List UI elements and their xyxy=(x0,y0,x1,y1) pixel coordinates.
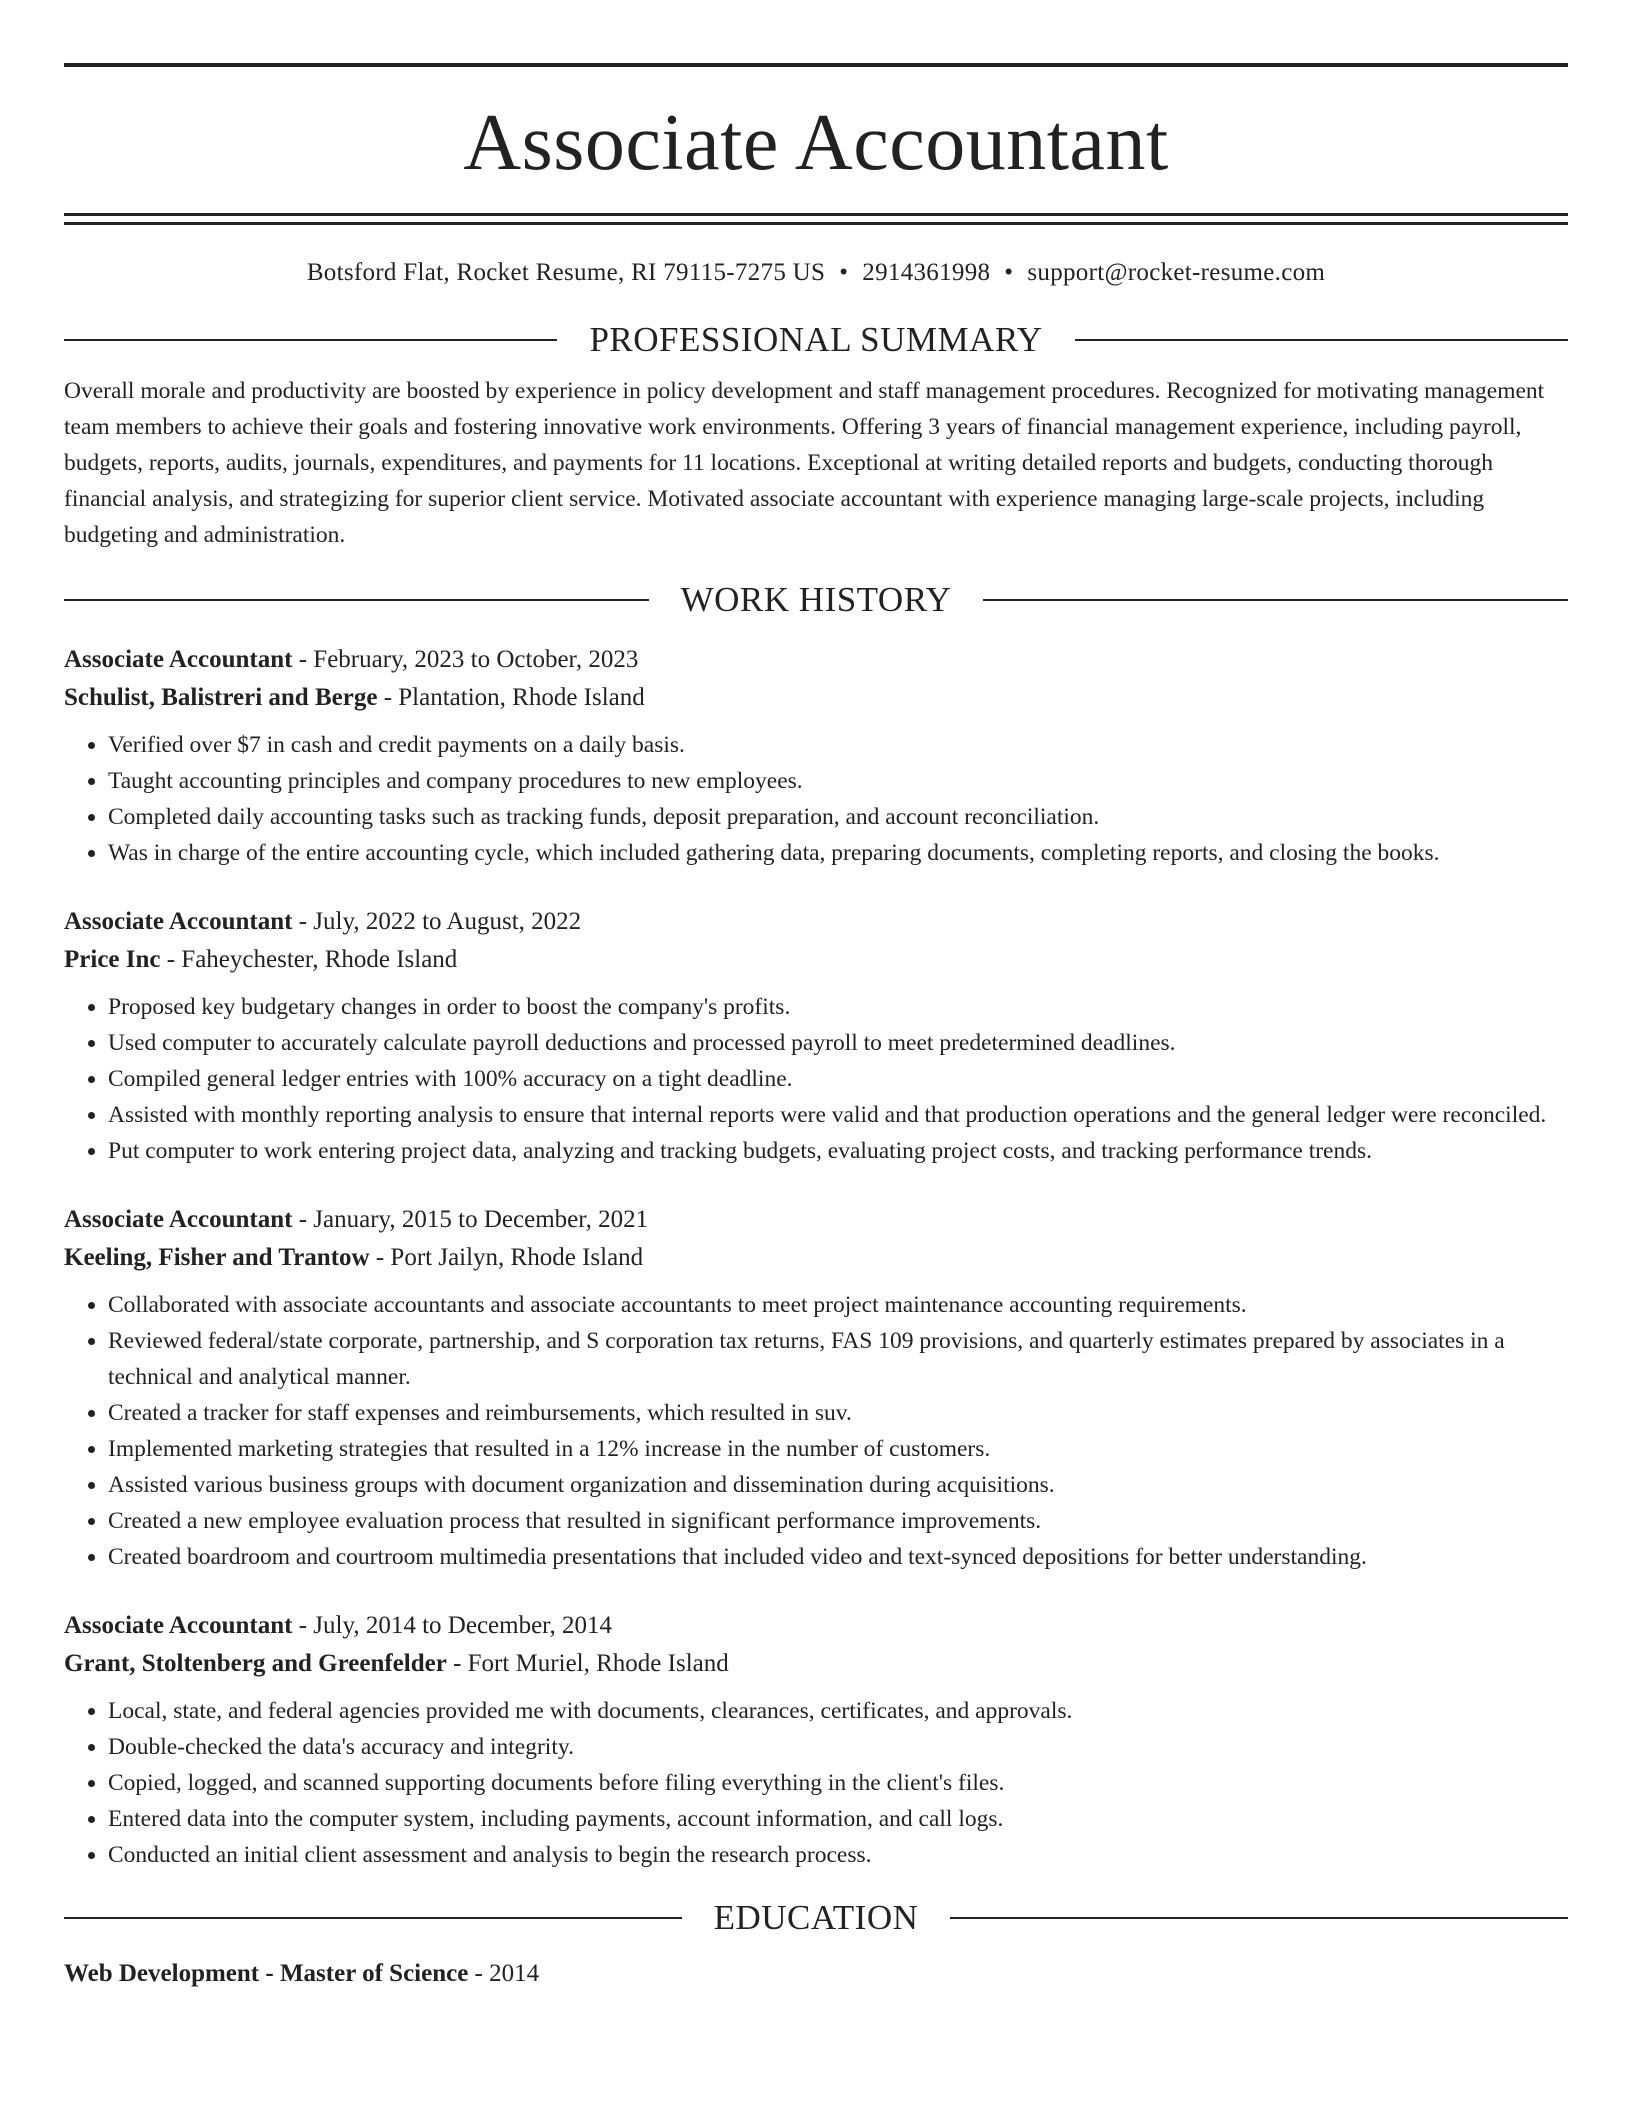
job-bullet: • Reviewed federal/state corporate, partnership, and S corporation tax returns, FAS 109 provisions, and quarterly estimates prepared by associates in a technical and analytical manner. xyxy=(108,1323,1568,1395)
education-year: - 2014 xyxy=(468,1960,540,1987)
job-bullet: • Conducted an initial client assessment and analysis to begin the research process. xyxy=(108,1837,1568,1873)
job-bullets xyxy=(64,989,1568,1169)
contact-line xyxy=(64,259,1568,287)
section-title: WORK HISTORY xyxy=(680,580,952,619)
job-bullet: • Created a new employee evaluation process that resulted in significant performance improvements. xyxy=(108,1503,1568,1539)
job-company-line xyxy=(64,941,1568,979)
section-heading-work xyxy=(64,579,1568,621)
job-title-line xyxy=(64,903,1568,941)
top-rule xyxy=(64,63,1568,67)
job-bullet: • Assisted with monthly reporting analysis to ensure that internal reports were valid and that production operations and the general ledger were reconciled. xyxy=(108,1097,1568,1133)
job-company-line xyxy=(64,1239,1568,1277)
job-title-line xyxy=(64,1201,1568,1239)
job-bullet: • Completed daily accounting tasks such as tracking funds, deposit preparation, and account reconciliation. xyxy=(108,799,1568,835)
job-bullet: • Put computer to work entering project data, analyzing and tracking budgets, evaluating project costs, and tracking performance trends. xyxy=(108,1133,1568,1169)
job-title: Associate Accountant xyxy=(64,1206,293,1233)
job-bullet: • Copied, logged, and scanned supporting documents before filing everything in the client's files. xyxy=(108,1765,1568,1801)
job-bullet: • Created boardroom and courtroom multimedia presentations that included video and text-synced depositions for better understanding. xyxy=(108,1539,1568,1575)
job-dates: - July, 2022 to August, 2022 xyxy=(292,908,582,935)
job-bullet: • Local, state, and federal agencies provided me with documents, clearances, certificates, and approvals. xyxy=(108,1693,1568,1729)
job-bullet: • Used computer to accurately calculate payroll deductions and processed payroll to meet predetermined deadlines. xyxy=(108,1025,1568,1061)
job-title: Associate Accountant xyxy=(64,646,293,673)
job-location: - Plantation, Rhode Island xyxy=(377,684,645,711)
job-bullet: • Proposed key budgetary changes in order to boost the company's profits. xyxy=(108,989,1568,1025)
heading-rule-right xyxy=(950,1917,1568,1919)
job-bullets xyxy=(64,1693,1568,1873)
job-bullet: • Compiled general ledger entries with 100% accuracy on a tight deadline. xyxy=(108,1061,1568,1097)
name-double-rule xyxy=(64,213,1568,225)
job-title: Associate Accountant xyxy=(64,908,293,935)
education-entry xyxy=(64,1955,1568,1993)
job-dates: - January, 2015 to December, 2021 xyxy=(292,1206,649,1233)
job-bullet: • Verified over $7 in cash and credit payments on a daily basis. xyxy=(108,727,1568,763)
section-heading-summary xyxy=(64,319,1568,361)
section-heading-education xyxy=(64,1897,1568,1939)
contact-phone: 2914361998 xyxy=(862,259,991,286)
job-entry xyxy=(64,1607,1568,1873)
job-location: - Fort Muriel, Rhode Island xyxy=(446,1650,729,1677)
job-company: Price Inc xyxy=(64,946,161,973)
job-company-line xyxy=(64,679,1568,717)
heading-rule-right xyxy=(1075,339,1568,341)
heading-rule-left xyxy=(64,339,557,341)
job-bullets xyxy=(64,1287,1568,1575)
job-bullet: • Created a tracker for staff expenses and reimbursements, which resulted in suv. xyxy=(108,1395,1568,1431)
contact-address: Botsford Flat, Rocket Resume, RI 79115-7275 US xyxy=(306,259,826,286)
job-bullet: • Double-checked the data's accuracy and integrity. xyxy=(108,1729,1568,1765)
section-title: EDUCATION xyxy=(713,1898,919,1937)
section-title: PROFESSIONAL SUMMARY xyxy=(589,320,1043,359)
job-bullet: • Taught accounting principles and company procedures to new employees. xyxy=(108,763,1568,799)
job-dates: - July, 2014 to December, 2014 xyxy=(292,1612,612,1639)
job-company-line xyxy=(64,1645,1568,1683)
summary-text: Overall morale and productivity are boosted by experience in policy development and staff management procedures. Recognized for motivating management team members to achieve their goals and fostering innovative work environments. Offering 3 years of financial management experience, including payroll, budgets, reports, audits, journals, expenditures, and payments for 11 locations. Exceptional at writing detailed reports and budgets, conducting thorough financial analysis, and strategizing for superior client service. Motivated associate accountant with experience managing large-scale projects, including budgeting and administration. xyxy=(64,378,1545,548)
contact-separator: • xyxy=(839,259,849,286)
job-bullet: • Assisted various business groups with document organization and dissemination during acquisitions. xyxy=(108,1467,1568,1503)
job-location: - Port Jailyn, Rhode Island xyxy=(369,1244,644,1271)
job-bullet: • Was in charge of the entire accounting cycle, which included gathering data, preparing documents, completing reports, and closing the books. xyxy=(108,835,1568,871)
job-bullets xyxy=(64,727,1568,871)
job-bullet: • Implemented marketing strategies that resulted in a 12% increase in the number of customers. xyxy=(108,1431,1568,1467)
job-entry xyxy=(64,903,1568,1169)
job-location: - Faheychester, Rhode Island xyxy=(160,946,458,973)
job-bullet: • Collaborated with associate accountants and associate accountants to meet project maintenance accounting requirements. xyxy=(108,1287,1568,1323)
contact-email: support@rocket-resume.com xyxy=(1027,259,1326,286)
heading-rule-right xyxy=(983,599,1568,601)
job-title-line xyxy=(64,1607,1568,1645)
contact-separator: • xyxy=(1004,259,1014,286)
job-entry xyxy=(64,641,1568,871)
education-degree: Web Development - Master of Science xyxy=(64,1960,469,1987)
job-title-line xyxy=(64,641,1568,679)
resume-name: Associate Accountant xyxy=(463,99,1169,187)
job-dates: - February, 2023 to October, 2023 xyxy=(292,646,639,673)
job-company: Keeling, Fisher and Trantow xyxy=(64,1244,370,1271)
heading-rule-left xyxy=(64,599,649,601)
heading-rule-left xyxy=(64,1917,682,1919)
job-bullet: • Entered data into the computer system, including payments, account information, and call logs. xyxy=(108,1801,1568,1837)
job-title: Associate Accountant xyxy=(64,1612,293,1639)
job-company: Schulist, Balistreri and Berge xyxy=(64,684,378,711)
job-company: Grant, Stoltenberg and Greenfelder xyxy=(64,1650,447,1677)
job-entry xyxy=(64,1201,1568,1575)
